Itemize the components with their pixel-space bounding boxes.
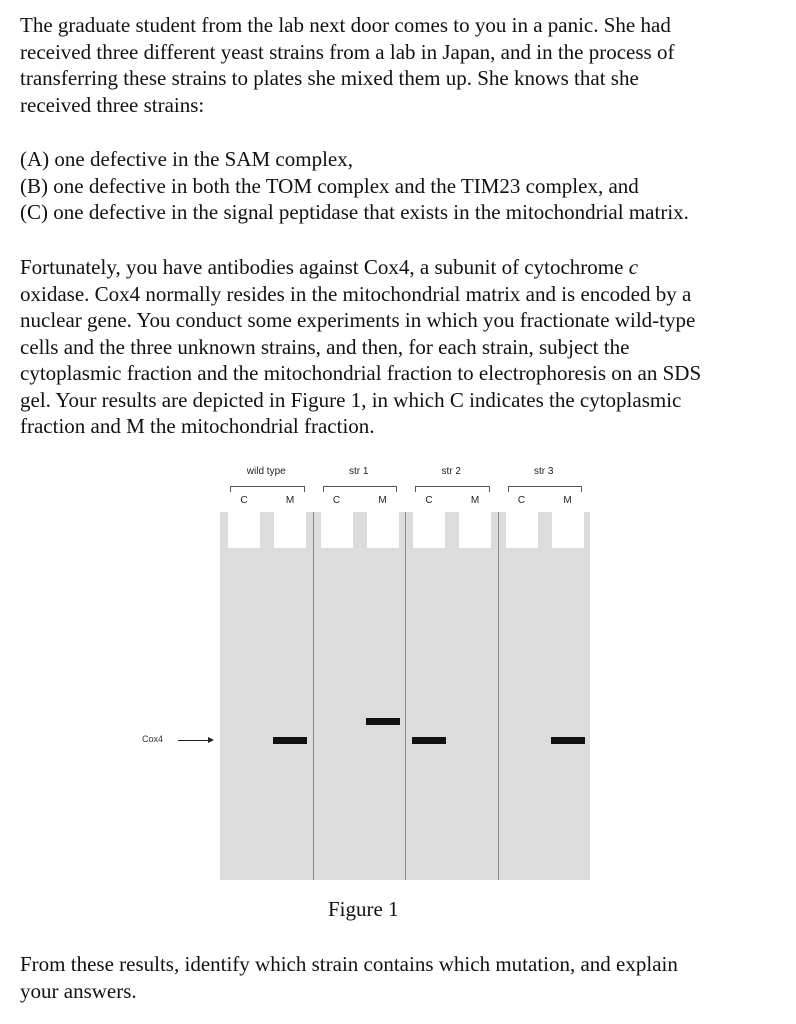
lane-label: C xyxy=(332,495,341,506)
cox4-marker-label: Cox4 xyxy=(142,734,164,744)
cox4-arrow xyxy=(178,740,208,741)
gel-well xyxy=(367,512,399,548)
text-line: received three different yeast strains from a lab in Japan, and in the process of xyxy=(20,39,675,64)
text-line: your answers. xyxy=(20,978,137,1003)
italic-c: c xyxy=(628,255,639,279)
protein-band xyxy=(366,718,400,725)
gel-well xyxy=(506,512,538,548)
protein-band xyxy=(551,737,585,744)
text-segment: Fortunately, you have antibodies against Cox4, a subunit of cytochrome xyxy=(20,255,629,279)
lane-label: M xyxy=(470,495,480,506)
gel-well xyxy=(552,512,584,548)
strain-label: wild type xyxy=(246,466,286,477)
lane-label: M xyxy=(285,495,295,506)
text-line: cytoplasmic fraction and the mitochondrial fraction to electrophoresis on an SDS xyxy=(20,361,702,385)
text-line: fraction and M the mitochondrial fraction. xyxy=(20,414,375,438)
lane-label: C xyxy=(517,495,526,506)
option-c: (C) one defective in the signal peptidase that exists in the mitochondrial matrix. xyxy=(20,200,689,224)
gel-well xyxy=(321,512,353,548)
text-line: The graduate student from the lab next door comes to you in a panic. She had xyxy=(20,13,671,37)
gel-well xyxy=(459,512,491,548)
lane-label: C xyxy=(240,495,248,506)
strain-label: str 3 xyxy=(534,466,554,477)
lane-label: M xyxy=(378,495,387,506)
arrow-head-icon xyxy=(208,737,214,743)
protein-band xyxy=(273,737,307,744)
lane-divider xyxy=(405,512,406,880)
option-a: (A) one defective in the SAM complex, xyxy=(20,147,353,171)
option-b: (B) one defective in both the TOM complex and the TIM23 complex, and xyxy=(20,173,639,198)
gel-figure xyxy=(130,462,600,882)
strain-bracket xyxy=(508,486,583,492)
text-line: nuclear gene. You conduct some experiments in which you fractionate wild-type xyxy=(20,308,696,332)
intro-paragraph xyxy=(20,12,780,118)
text-line: gel. Your results are depicted in Figure 1, in which C indicates the cytoplasmic xyxy=(20,387,682,412)
text-line: transferring these strains to plates she mixed them up. She knows that she xyxy=(20,66,639,90)
text-line: cells and the three unknown strains, and then, for each strain, subject the xyxy=(20,334,630,359)
lane-label: M xyxy=(563,495,572,506)
lane-divider xyxy=(498,512,499,880)
options-list xyxy=(20,146,780,226)
figure-caption: Figure 1 xyxy=(328,897,399,921)
lane-label: C xyxy=(425,495,433,506)
strain-label: str 1 xyxy=(349,466,369,477)
gel-well xyxy=(413,512,445,548)
text-line xyxy=(20,254,780,281)
text-line: oxidase. Cox4 normally resides in the mitochondrial matrix and is encoded by a xyxy=(20,281,692,306)
gel-well xyxy=(274,512,306,548)
strain-bracket xyxy=(323,486,398,492)
gel-well xyxy=(228,512,260,548)
text-line: received three strains: xyxy=(20,92,205,117)
strain-bracket xyxy=(230,486,305,492)
question-paragraph xyxy=(20,951,780,1004)
protein-band xyxy=(412,737,446,744)
lane-divider xyxy=(313,512,314,880)
text-line: From these results, identify which strain contains which mutation, and explain xyxy=(20,952,678,976)
strain-label: str 2 xyxy=(441,466,461,477)
experiment-paragraph xyxy=(20,254,780,440)
strain-bracket xyxy=(415,486,490,492)
